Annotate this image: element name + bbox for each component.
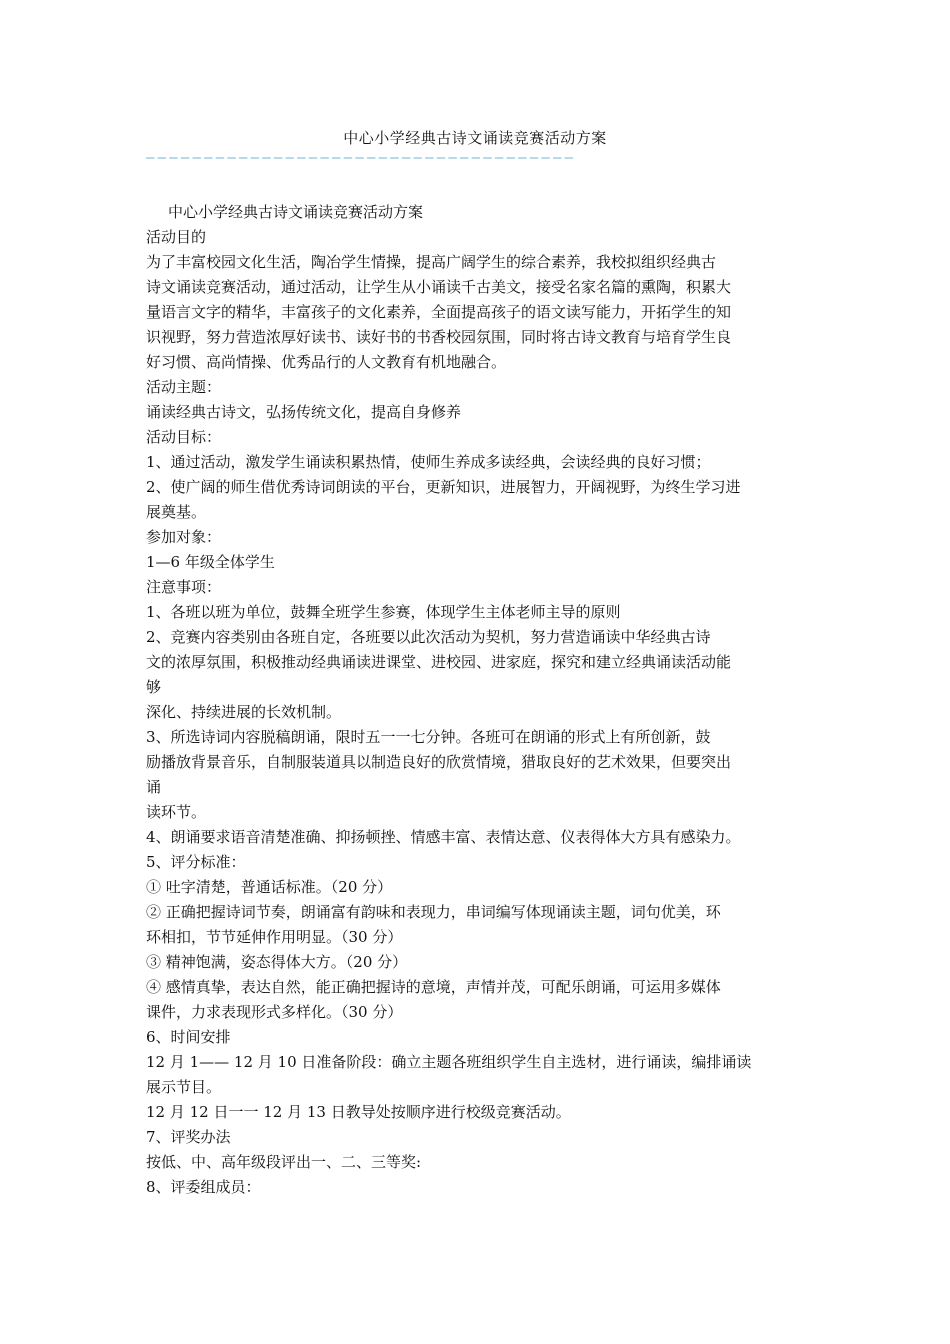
scoring-item-continuation: 课件，力求表现形式多样化。（30 分）	[146, 1003, 403, 1021]
document-title: 中心小学经典古诗文诵读竞赛活动方案	[168, 203, 424, 221]
paragraph-line: 12 月 12 日一一 12 月 13 日教导处按顺序进行校级竞赛活动。	[146, 1103, 571, 1121]
list-item-continuation: 读环节。	[146, 803, 207, 821]
scoring-item: ③ 精神饱满，姿态得体大方。（20 分）	[146, 953, 408, 971]
paragraph-line: 12 月 1—— 12 月 10 日准备阶段：确立主题各班组织学生自主选材，进行诵读，编排诵读	[146, 1053, 752, 1071]
page-header-title: 中心小学经典古诗文诵读竞赛活动方案	[343, 129, 607, 147]
paragraph-line: 为了丰富校园文化生活，陶冶学生情操，提高广阔学生的综合素养，我校拟组织经典古	[146, 253, 717, 271]
paragraph-line: 诵读经典古诗文，弘扬传统文化，提高自身修养	[146, 403, 462, 421]
list-item-continuation: 够	[146, 678, 162, 696]
list-item: 2、使广阔的师生借优秀诗词朗读的平台，更新知识，进展智力，开阔视野，为终生学习进	[146, 478, 741, 496]
scoring-item: ④ 感情真挚，表达自然，能正确把握诗的意境，声情并茂，可配乐朗诵，可运用多媒体	[146, 978, 721, 996]
section-heading-notes: 注意事项：	[146, 578, 222, 596]
header-divider: —————————————————————————————————————	[146, 150, 577, 166]
list-item-continuation: 展奠基。	[146, 503, 207, 521]
list-item-continuation: 文的浓厚氛围，积极推动经典诵读进课堂、进校园、进家庭，探究和建立经典诵读活动能	[146, 653, 732, 671]
list-item: 7、评奖办法	[146, 1128, 231, 1146]
paragraph-line: 量语言文字的精华，丰富孩子的文化素养，全面提高孩子的语文读写能力，开拓学生的知	[146, 303, 732, 321]
scoring-item: ① 吐字清楚，普通话标准。（20 分）	[146, 878, 393, 896]
paragraph-line: 识视野，努力营造浓厚好读书、读好书的书香校园氛围，同时将古诗文教育与培育学生良	[146, 328, 732, 346]
paragraph-line: 展示节目。	[146, 1078, 222, 1096]
list-item: 6、时间安排	[146, 1028, 231, 1046]
list-item: 5、评分标准：	[146, 853, 246, 871]
section-heading-goals: 活动目标：	[146, 428, 222, 446]
section-heading-participants: 参加对象：	[146, 528, 222, 546]
scoring-item-continuation: 环相扣，节节延伸作用明显。（30 分）	[146, 928, 403, 946]
section-heading-theme: 活动主题：	[146, 378, 222, 396]
list-item-continuation: 深化、持续进展的长效机制。	[146, 703, 342, 721]
list-item-continuation: 诵	[146, 778, 162, 796]
scoring-item: ② 正确把握诗词节奏，朗诵富有韵味和表现力，串词编写体现诵读主题，词句优美，环	[146, 903, 721, 921]
paragraph-line: 按低、中、高年级段评出一、二、三等奖:	[146, 1153, 422, 1171]
paragraph-line: 诗文诵读竞赛活动，通过活动，让学生从小诵读千古美文，接受名家名篇的熏陶，积累大	[146, 278, 732, 296]
list-item: 1、通过活动，激发学生诵读积累热情，使师生养成多读经典，会读经典的良好习惯；	[146, 453, 711, 471]
paragraph-line: 好习惯、高尚情操、优秀品行的人文教育有机地融合。	[146, 353, 507, 371]
list-item: 4、朗诵要求语音清楚准确、抑扬顿挫、情感丰富、表情达意、仪表得体大方具有感染力。	[146, 828, 741, 846]
list-item: 1、各班以班为单位，鼓舞全班学生参赛，体现学生主体老师主导的原则	[146, 603, 621, 621]
list-item: 2、竞赛内容类别由各班自定，各班要以此次活动为契机，努力营造诵读中华经典古诗	[146, 628, 711, 646]
list-item-continuation: 励播放背景音乐，自制服装道具以制造良好的欣赏情境，猎取良好的艺术效果，但要突出	[146, 753, 732, 771]
paragraph-line: 1—6 年级全体学生	[146, 553, 275, 571]
list-item: 8、评委组成员：	[146, 1178, 261, 1196]
document-body	[146, 200, 810, 1200]
list-item: 3、所选诗词内容脱稿朗诵，限时五一一七分钟。各班可在朗诵的形式上有所创新，鼓	[146, 728, 711, 746]
section-heading-purpose: 活动目的	[146, 228, 207, 246]
